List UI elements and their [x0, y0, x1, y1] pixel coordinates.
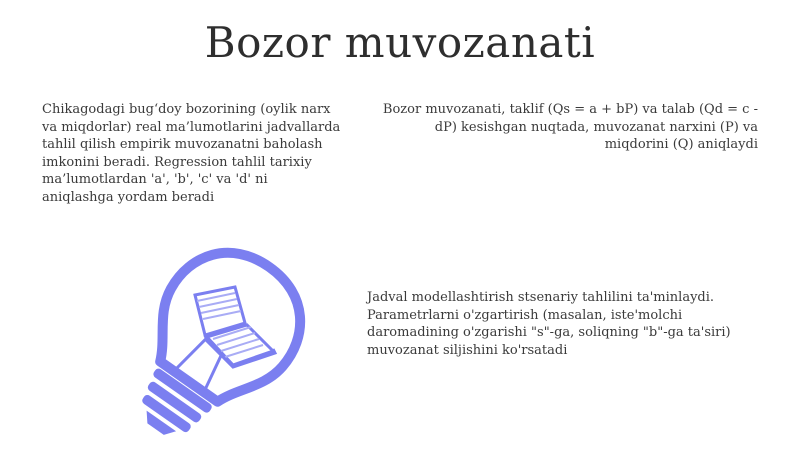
slide-title: Bozor muvozanati	[204, 18, 596, 67]
right-text-block: Bozor muvozanati, taklif (Qs = a + bP) va talab (Qd = c - dP) kesishgan nuqtada, muvozanat narxini (P) va miqdorini (Q) aniqlaydi	[382, 102, 758, 152]
bottom-text-block: Jadval modellashtirish stsenariy tahlilini ta'minlaydi. Parametrlarni o'zgartirish (masalan, iste'molchi daromadining o'zgarishi "s"-ga, soliqning "b"-ga ta'siri) muvozanat siljishini ko'rsatadi	[367, 290, 731, 358]
left-text-block: Chikagodagi bug‘doy bozorining (oylik narx va miqdorlar) real ma’lumotlarini jadvallarda tahlil qilish empirik muvozanatni baholash imkonini beradi. Regression tahlil tarixiy ma’lumotlardan 'a', 'b', 'c' va 'd' ni aniqlashga yordam beradi	[42, 102, 341, 205]
lightbulb-with-book-icon	[95, 245, 325, 445]
